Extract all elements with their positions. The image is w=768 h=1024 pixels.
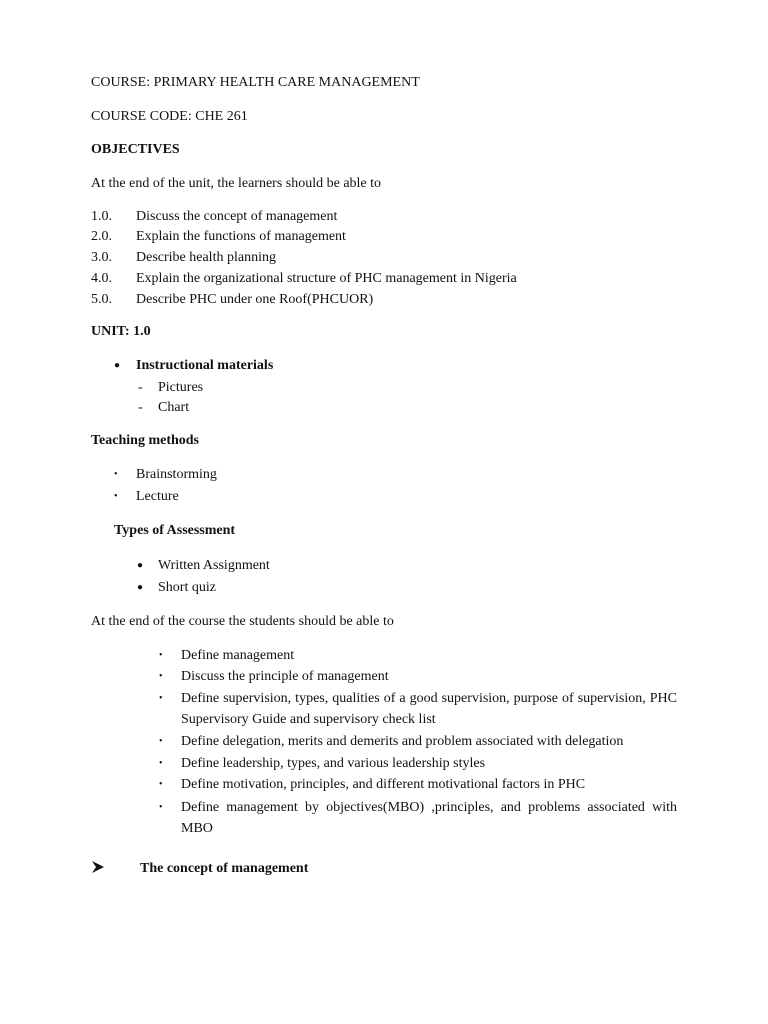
bullet-icon: • <box>114 469 118 480</box>
bullet-icon: • <box>114 491 118 502</box>
assessment-item: Short quiz <box>158 580 216 595</box>
concept-heading: The concept of management <box>140 861 309 876</box>
objective-number: 4.0. <box>91 271 112 286</box>
instructional-material-item: Chart <box>158 400 190 415</box>
objective-text: Describe PHC under one Roof(PHCUOR) <box>136 292 374 307</box>
dash-icon: - <box>138 400 143 415</box>
instructional-materials-heading: Instructional materials <box>136 358 274 373</box>
assessment-item: Written Assignment <box>158 558 270 573</box>
objective-number: 1.0. <box>91 209 112 224</box>
course-outcome-item: Define motivation, principles, and different motivational factors in PHC <box>181 777 586 792</box>
bullet-icon: • <box>159 736 163 747</box>
bullet-icon: • <box>159 650 163 661</box>
objective-number: 2.0. <box>91 229 112 244</box>
dash-icon: - <box>138 380 143 395</box>
bullet-icon: ● <box>137 560 144 571</box>
teaching-method-item: Brainstorming <box>136 467 217 482</box>
bullet-icon: • <box>159 693 163 704</box>
objective-text: Describe health planning <box>136 250 276 265</box>
objective-text: Explain the functions of management <box>136 229 346 244</box>
instructional-material-item: Pictures <box>158 380 204 395</box>
teaching-methods-heading: Teaching methods <box>91 433 200 448</box>
objectives-heading: OBJECTIVES <box>91 142 180 157</box>
course-code: COURSE CODE: CHE 261 <box>91 109 248 124</box>
unit-heading: UNIT: 1.0 <box>91 324 151 339</box>
objective-text: Discuss the concept of management <box>136 209 338 224</box>
course-outcome-item: Discuss the principle of management <box>181 669 389 684</box>
arrowhead-bullet-icon <box>91 860 105 878</box>
course-outcome-item: Define management by objectives(MBO) ,principles, and problems associated with MBO <box>181 800 677 836</box>
objective-number: 3.0. <box>91 250 112 265</box>
bullet-icon: • <box>159 779 163 790</box>
objective-text: Explain the organizational structure of PHC management in Nigeria <box>136 271 517 286</box>
bullet-icon: • <box>159 758 163 769</box>
bullet-icon: ● <box>137 582 144 593</box>
course-title: COURSE: PRIMARY HEALTH CARE MANAGEMENT <box>91 75 420 90</box>
course-outcome-item: Define supervision, types, qualities of a good supervision, purpose of supervision, PHC Supervisory Guide and supervisory check list <box>181 691 677 727</box>
bullet-icon: • <box>159 671 163 682</box>
objective-number: 5.0. <box>91 292 112 307</box>
course-outcome-item: Define leadership, types, and various leadership styles <box>181 756 486 771</box>
course-outcome-item: Define management <box>181 648 295 663</box>
course-outcomes-intro: At the end of the course the students should be able to <box>91 614 394 629</box>
bullet-icon: • <box>159 802 163 813</box>
bullet-icon: ● <box>114 360 121 371</box>
objectives-intro: At the end of the unit, the learners should be able to <box>91 176 382 191</box>
teaching-method-item: Lecture <box>136 489 179 504</box>
assessment-heading: Types of Assessment <box>114 523 236 538</box>
course-outcome-item: Define delegation, merits and demerits and problem associated with delegation <box>181 734 624 749</box>
